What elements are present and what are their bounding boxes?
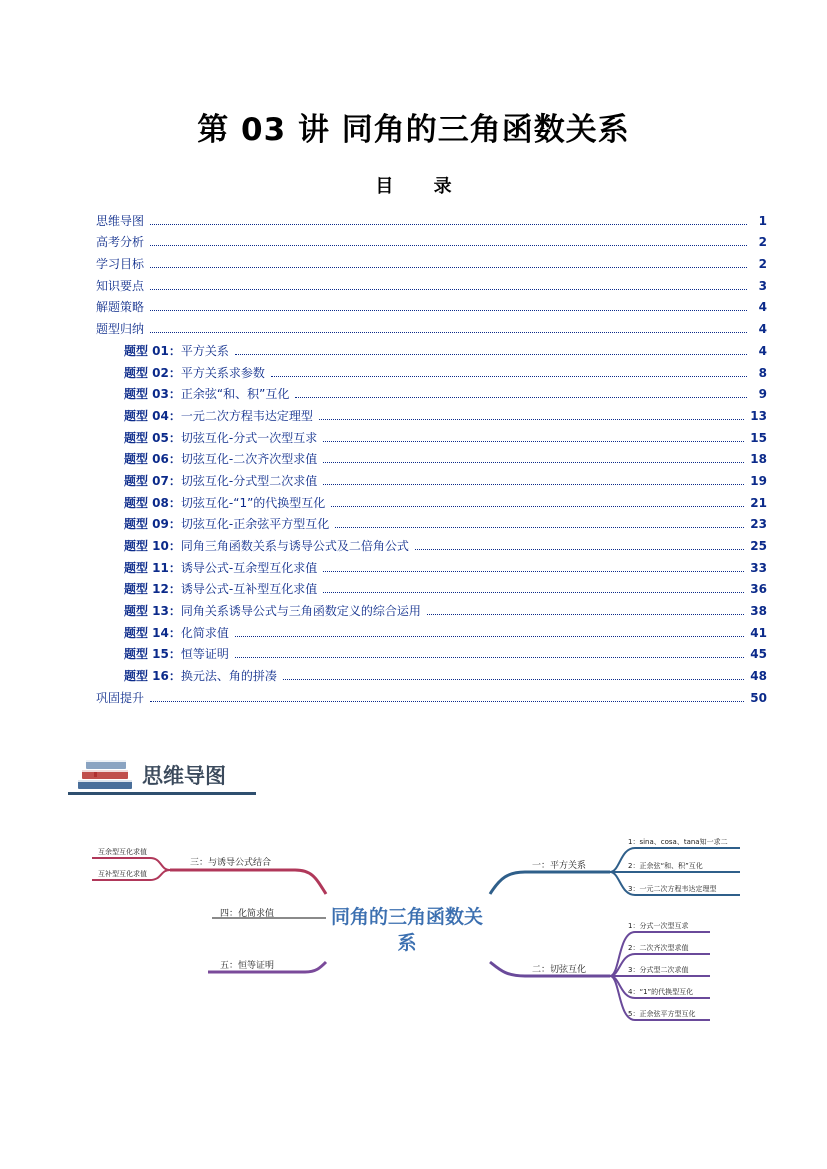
- toc-entry-label: [124, 387, 289, 401]
- toc-page-number: 41: [750, 625, 767, 640]
- toc-entry-label: [124, 626, 229, 640]
- toc-entry-text: 诱导公式-互补型互化求值: [180, 582, 318, 597]
- toc-leader-dots: [150, 309, 747, 311]
- toc-entry[interactable]: [96, 596, 767, 618]
- mind-map-leaf: 互余型互化求值: [98, 848, 147, 856]
- toc-leader-dots: [331, 505, 744, 507]
- toc-entry[interactable]: [96, 206, 767, 228]
- mind-map-branch: 二：切弦互化: [532, 965, 587, 975]
- toc-leader-dots: [319, 418, 744, 420]
- toc-entry-prefix: 题型 11：: [124, 560, 181, 575]
- toc-leader-dots: [415, 548, 744, 550]
- toc-entry[interactable]: [96, 466, 767, 488]
- toc-entry-text: 化简求值: [180, 625, 229, 640]
- toc-page-number: 3: [758, 278, 767, 293]
- toc-entry[interactable]: [96, 510, 767, 532]
- toc-entry[interactable]: [96, 531, 767, 553]
- mind-map-branch: 一：平方关系: [532, 861, 587, 871]
- toc-entry-label: [124, 452, 317, 466]
- toc-entry-prefix: 题型 09：: [124, 517, 181, 532]
- toc-entry[interactable]: [96, 488, 767, 510]
- toc-entry-label: [96, 300, 144, 314]
- mind-map-leaf: 1：sina、cosa、tana知一求二: [628, 838, 728, 846]
- toc-leader-dots: [150, 244, 747, 246]
- toc-leader-dots: [323, 591, 744, 593]
- mind-map-leaf: 2：正余弦“和、积”互化: [628, 862, 703, 870]
- toc-entry-text: 诱导公式-互余型互化求值: [180, 560, 318, 575]
- toc-page-number: 4: [758, 322, 767, 337]
- page-title: 第 03 讲 同角的三角函数关系: [197, 112, 630, 148]
- toc-leader-dots: [271, 375, 747, 377]
- toc-entry[interactable]: [96, 640, 767, 662]
- toc-entry[interactable]: [96, 314, 767, 336]
- mind-map-branch: 五：恒等证明: [220, 961, 275, 971]
- toc-page-number: 15: [750, 430, 767, 445]
- toc-entry[interactable]: [96, 575, 767, 597]
- toc-entry-label: [124, 474, 317, 488]
- toc-page-number: 8: [758, 365, 767, 380]
- toc-entry[interactable]: [96, 249, 767, 271]
- toc-leader-dots: [295, 396, 747, 398]
- toc-entry-text: 同角三角函数关系与诱导公式及二倍角公式: [180, 539, 409, 553]
- toc-page-number: 13: [750, 408, 767, 423]
- mind-map-leaf: 2：二次齐次型求值: [628, 944, 689, 952]
- toc-entry-text: 高考分析: [96, 235, 145, 250]
- mind-map: [80, 820, 760, 1040]
- toc-leader-dots: [235, 635, 744, 637]
- toc-page-number: 19: [750, 473, 767, 488]
- toc-entry[interactable]: [96, 380, 767, 402]
- toc-entry-text: 切弦互化-分式一次型互求: [180, 430, 318, 445]
- toc-entry[interactable]: [96, 228, 767, 250]
- section-banner-underline: [68, 792, 256, 795]
- mind-map-leaf: 4：“1”的代换型互化: [628, 988, 694, 996]
- toc-entry-text: 切弦互化-“1”的代换型互化: [180, 495, 326, 510]
- toc-leader-dots: [323, 440, 744, 442]
- toc-entry[interactable]: [96, 271, 767, 293]
- toc-entry-label: [96, 691, 144, 705]
- toc-entry-label: [124, 366, 265, 380]
- toc-entry-text: 切弦互化-分式型二次求值: [180, 473, 318, 488]
- toc-entry-label: [96, 235, 144, 249]
- toc-page-number: 9: [758, 387, 767, 402]
- toc-entry-label: [124, 669, 277, 683]
- toc-leader-dots: [323, 570, 744, 572]
- toc-entry-label: [96, 214, 144, 228]
- toc-page-number: 4: [758, 300, 767, 315]
- toc-entry-text: 恒等证明: [180, 647, 229, 662]
- toc-page-number: 1: [758, 213, 767, 228]
- toc-entry-text: 平方关系求参数: [180, 365, 265, 380]
- toc-entry-prefix: 题型 15：: [124, 647, 181, 662]
- toc-entry-label: [124, 604, 421, 618]
- toc-entry-text: 正余弦“和、积”互化: [180, 387, 290, 402]
- section-banner: [68, 750, 258, 798]
- toc-entry-text: 一元二次方程韦达定理型: [180, 408, 313, 423]
- toc-page-number: 33: [750, 560, 767, 575]
- toc-page-number: 50: [750, 690, 767, 705]
- toc-entry[interactable]: [96, 423, 767, 445]
- toc-entry-prefix: 题型 02：: [124, 365, 181, 380]
- toc-leader-dots: [323, 483, 744, 485]
- mind-map-center: 同角的三角函数关系: [330, 906, 483, 954]
- toc-entry-label: [124, 539, 409, 553]
- toc-entry-label: [124, 647, 229, 661]
- toc-entry-text: 巩固提升: [96, 690, 145, 705]
- toc-entry-prefix: 题型 04：: [124, 408, 181, 423]
- toc-entry[interactable]: [96, 401, 767, 423]
- mind-map-leaf: 3：分式型二次求值: [628, 966, 689, 974]
- toc-entry[interactable]: [96, 553, 767, 575]
- toc-entry-text: 切弦互化-二次齐次型求值: [180, 452, 318, 467]
- toc-entry-prefix: 题型 06：: [124, 452, 181, 467]
- toc-entry-prefix: 题型 01：: [124, 343, 181, 358]
- toc-entry-label: [124, 344, 229, 358]
- toc-entry-prefix: 题型 12：: [124, 582, 181, 597]
- toc-entry[interactable]: [96, 336, 767, 358]
- toc-entry-text: 思维导图: [96, 213, 145, 228]
- toc-entry-label: [96, 257, 144, 271]
- toc-entry-prefix: 题型 05：: [124, 430, 181, 445]
- toc-page-number: 23: [750, 517, 767, 532]
- toc-page-number: 25: [750, 539, 767, 553]
- toc-leader-dots: [150, 331, 747, 333]
- toc-entry-text: 解题策略: [96, 300, 145, 315]
- toc-page-number: 2: [758, 257, 767, 272]
- mind-map-branch: 三：与诱导公式结合: [190, 858, 272, 868]
- table-of-contents: [96, 206, 767, 705]
- toc-leader-dots: [150, 288, 747, 290]
- toc-leader-dots: [427, 613, 744, 615]
- toc-page-number: 38: [750, 604, 767, 619]
- toc-entry-prefix: 题型 16：: [124, 669, 181, 684]
- mind-map-leaf: 互补型互化求值: [98, 870, 147, 878]
- toc-entry-text: 平方关系: [180, 343, 229, 358]
- toc-page-number: 45: [750, 647, 767, 662]
- toc-entry-label: [124, 517, 329, 531]
- toc-leader-dots: [150, 700, 744, 702]
- toc-entry-prefix: 题型 14：: [124, 625, 181, 640]
- mind-map-leaf: 3：一元二次方程韦达定理型: [628, 885, 717, 893]
- toc-entry[interactable]: [96, 618, 767, 640]
- toc-leader-dots: [335, 526, 744, 528]
- books-icon: [74, 756, 136, 792]
- toc-entry-text: 知识要点: [96, 278, 145, 293]
- toc-heading: 目 录: [375, 176, 452, 197]
- toc-page-number: 18: [750, 452, 767, 467]
- toc-entry[interactable]: [96, 358, 767, 380]
- toc-entry-text: 题型归纳: [96, 322, 145, 337]
- toc-entry-prefix: 题型 13：: [124, 604, 181, 619]
- toc-entry-label: [124, 582, 317, 596]
- toc-entry-prefix: 题型 07：: [124, 473, 181, 488]
- section-banner-label: 思维导图: [142, 764, 226, 788]
- mind-map-leaf: 5：正余弦平方型互化: [628, 1010, 696, 1018]
- toc-entry[interactable]: [96, 445, 767, 467]
- toc-entry-text: 学习目标: [96, 257, 145, 272]
- toc-entry-prefix: 题型 03：: [124, 387, 181, 402]
- toc-leader-dots: [150, 223, 747, 225]
- toc-entry-text: 换元法、角的拼凑: [180, 669, 277, 684]
- toc-entry-label: [124, 409, 313, 423]
- toc-leader-dots: [150, 266, 747, 268]
- toc-page-number: 4: [758, 343, 767, 358]
- toc-entry[interactable]: [96, 293, 767, 315]
- toc-leader-dots: [235, 353, 747, 355]
- toc-page-number: 2: [758, 235, 767, 250]
- toc-page-number: 21: [750, 495, 767, 510]
- toc-page-number: 36: [750, 582, 767, 597]
- toc-entry-label: [124, 561, 317, 575]
- toc-page-number: 48: [750, 669, 767, 684]
- toc-entry-label: [96, 279, 144, 293]
- toc-entry[interactable]: [96, 683, 767, 705]
- mind-map-branch: 四：化简求值: [220, 909, 275, 919]
- mind-map-leaf: 1：分式一次型互求: [628, 922, 689, 930]
- toc-entry-text: 同角关系诱导公式与三角函数定义的综合运用: [180, 604, 421, 619]
- toc-leader-dots: [283, 678, 744, 680]
- toc-entry-prefix: 题型 10：: [124, 539, 181, 553]
- toc-entry-label: [124, 431, 317, 445]
- toc-leader-dots: [323, 461, 744, 463]
- toc-entry[interactable]: [96, 661, 767, 683]
- toc-entry-label: [96, 322, 144, 336]
- toc-leader-dots: [235, 656, 744, 658]
- toc-entry-prefix: 题型 08：: [124, 495, 181, 510]
- toc-entry-label: [124, 496, 325, 510]
- toc-entry-text: 切弦互化-正余弦平方型互化: [180, 517, 330, 532]
